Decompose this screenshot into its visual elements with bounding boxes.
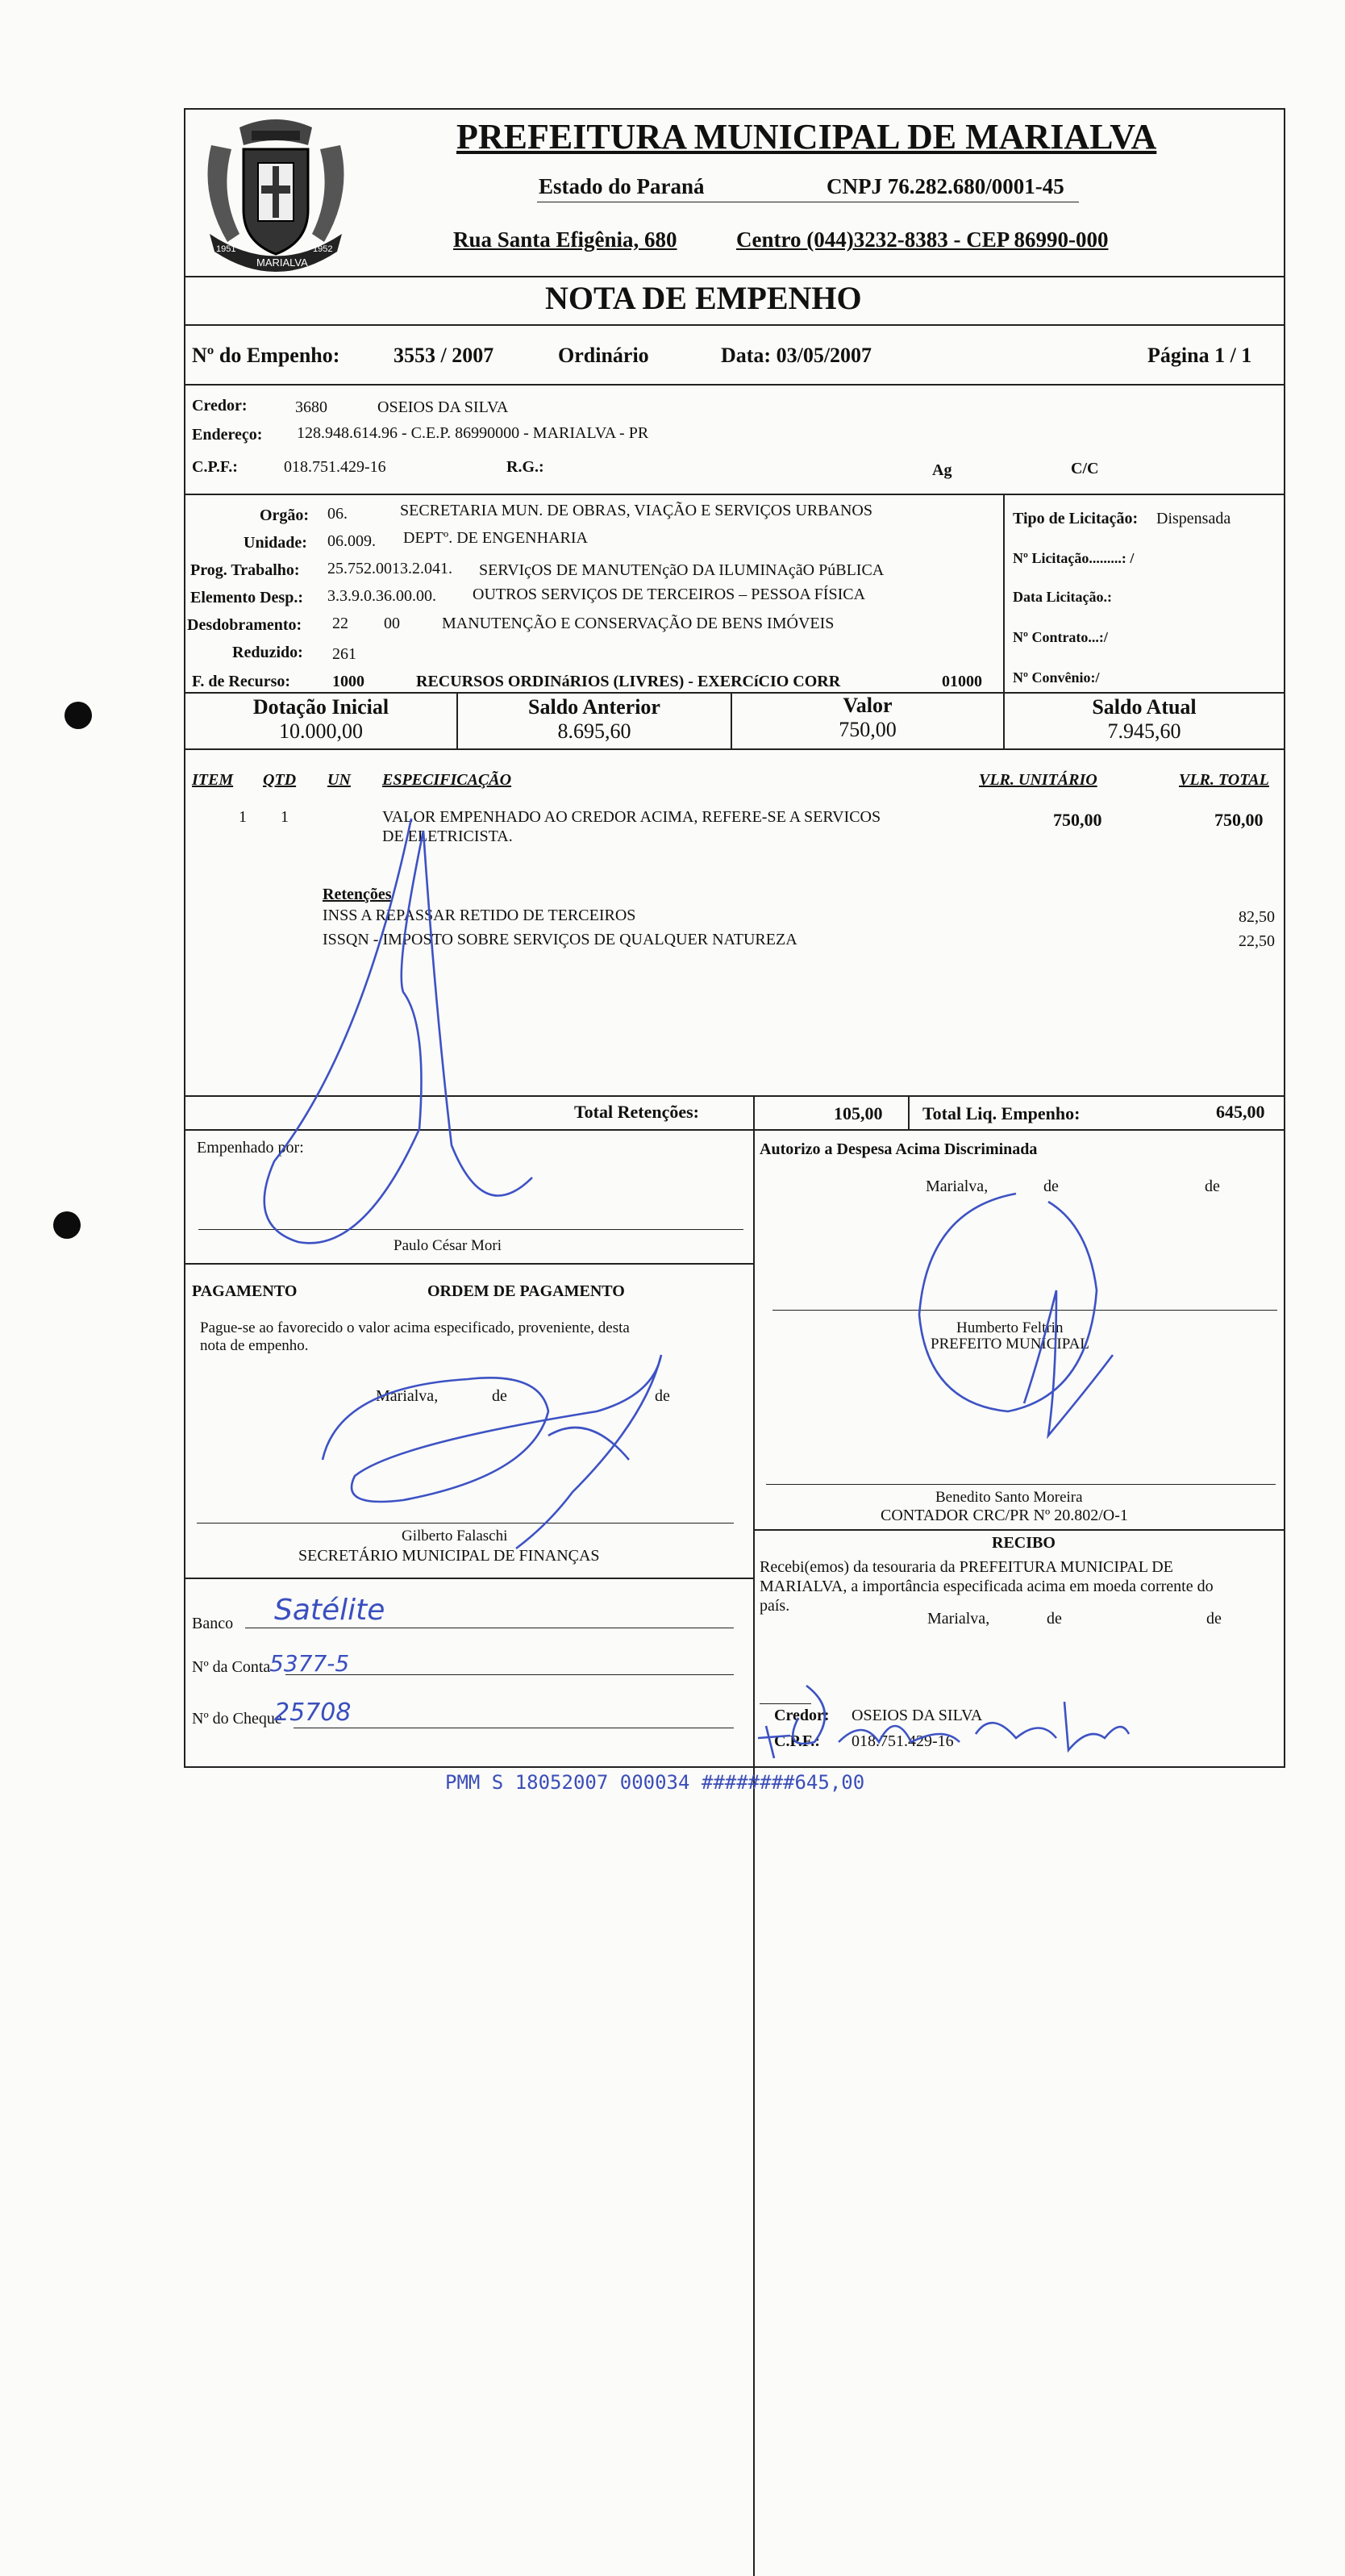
recurso-label: F. de Recurso: (192, 673, 291, 690)
item-unit-value: 750,00 (1053, 810, 1102, 830)
crest-year-right: 1952 (313, 244, 333, 254)
col-vlr-unitario: VLR. UNITÁRIO (979, 771, 1097, 789)
item-number: 1 (239, 808, 247, 826)
cnpj: CNPJ 76.282.680/0001-45 (827, 174, 1064, 198)
orgao-code: 06. (327, 505, 348, 523)
col-qtd: QTD (263, 771, 297, 789)
pagamento-de1: de (492, 1387, 507, 1405)
balance-label: Saldo Anterior (528, 695, 660, 719)
balance-saldo-atual (1005, 695, 1284, 744)
contador-name: Benedito Santo Moreira (935, 1489, 1083, 1506)
recibo-text-line1: Recebi(emos) da tesouraria da PREFEITURA MUNICIPAL DE (760, 1558, 1173, 1576)
prog-label: Prog. Trabalho: (190, 561, 300, 579)
total-liquido-value: 645,00 (1216, 1102, 1265, 1122)
balance-label: Saldo Atual (1092, 695, 1197, 719)
recurso-name: RECURSOS ORDINáRIOS (LIVRES) - EXERCíCIO CORR (416, 673, 841, 690)
balance-label: Dotação Inicial (252, 695, 389, 719)
balance-value: 10.000,00 (279, 719, 363, 743)
cpf-label: C.P.F.: (192, 458, 238, 476)
binder-hole-top (65, 702, 92, 729)
unidade-label: Unidade: (244, 534, 307, 552)
secretario-name: Gilberto Falaschi (402, 1528, 508, 1544)
autorizo-de2: de (1205, 1178, 1220, 1195)
reduzido-value: 261 (332, 645, 356, 663)
cheque-value: 25708 (274, 1699, 352, 1727)
contador-role: CONTADOR CRC/PR Nº 20.802/O-1 (881, 1507, 1128, 1524)
balance-value: 8.695,60 (557, 719, 631, 743)
recibo-de1: de (1047, 1610, 1062, 1628)
convenio-number: Nº Convênio:/ (1013, 669, 1100, 686)
col-un: UN (327, 771, 351, 789)
retencao-desc: INSS A REPASSAR RETIDO DE TERCEIROS (323, 907, 636, 924)
signature-paulo-cesar-mori (242, 807, 581, 1258)
orgao-label: Orgão: (260, 506, 310, 524)
credor-name: OSEIOS DA SILVA (377, 398, 509, 416)
recibo-title: RECIBO (992, 1534, 1056, 1552)
rg-label: R.G.: (506, 458, 544, 476)
municipality-title: PREFEITURA MUNICIPAL DE MARIALVA (456, 117, 1157, 156)
balance-valor (732, 694, 1003, 742)
elemento-label: Elemento Desp.: (190, 589, 303, 606)
prog-name: SERVIçOS DE MANUTENçãO DA ILUMINAçãO PúBLICA (479, 561, 885, 579)
desdobramento-code-b: 00 (384, 615, 400, 632)
empenhado-por-name: Paulo César Mori (394, 1237, 502, 1254)
credor-code: 3680 (295, 398, 327, 416)
recurso-code: 1000 (332, 673, 364, 690)
banco-value: Satélite (274, 1594, 385, 1627)
address-label: Endereço: (192, 426, 263, 444)
desdobramento-label: Desdobramento: (187, 616, 302, 634)
recibo-text-line3: país. (760, 1597, 790, 1615)
recibo-cpf: 018.751.429-16 (852, 1732, 954, 1750)
agency-label: Ag (932, 461, 952, 479)
recibo-credor-label: Credor: (774, 1707, 830, 1724)
unidade-name: DEPTº. DE ENGENHARIA (403, 529, 588, 547)
elemento-name: OUTROS SERVIÇOS DE TERCEIROS – PESSOA FÍSICA (473, 586, 866, 603)
recibo-cpf-label: C.P.F.: (774, 1732, 820, 1750)
binder-hole-bottom (53, 1211, 81, 1239)
autorizo-title: Autorizo a Despesa Acima Discriminada (760, 1140, 1038, 1158)
document-title: NOTA DE EMPENHO (545, 280, 862, 316)
licitacao-number: Nº Licitação.........: / (1013, 550, 1135, 566)
pagamento-text-line2: nota de empenho. (200, 1337, 309, 1354)
pagamento-label: PAGAMENTO (192, 1282, 298, 1300)
pagamento-de2: de (655, 1387, 670, 1405)
total-retencoes-label: Total Retenções: (574, 1102, 699, 1122)
recurso-code2: 01000 (942, 673, 982, 690)
empenhado-por-label: Empenhado por: (197, 1139, 304, 1157)
autorizo-de1: de (1043, 1178, 1059, 1195)
balance-label: Valor (843, 694, 893, 717)
crest-year-left: 1951 (216, 244, 236, 254)
prefeito-role: PREFEITO MUNICIPAL (931, 1336, 1089, 1353)
conta-value: 5377-5 (269, 1650, 350, 1677)
recibo-credor-name: OSEIOS DA SILVA (852, 1707, 983, 1724)
crest-ribbon-text: MARIALVA (256, 256, 308, 269)
state-name: Estado do Paraná (539, 174, 705, 198)
col-item: ITEM (192, 771, 234, 789)
orgao-name: SECRETARIA MUN. DE OBRAS, VIAÇÃO E SERVIÇOS URBANOS (400, 502, 872, 519)
credor-cpf: 018.751.429-16 (284, 458, 386, 476)
conta-label: Nº da Conta (192, 1658, 271, 1676)
desdobramento-name: MANUTENÇÃO E CONSERVAÇÃO DE BENS IMÓVEIS (442, 615, 835, 632)
banco-label: Banco (192, 1615, 234, 1632)
licitacao-type-label: Tipo de Licitação: (1013, 510, 1139, 527)
elemento-code: 3.3.9.0.36.00.00. (327, 587, 436, 605)
signature-humberto-feltrin (895, 1178, 1137, 1452)
empenho-number-label: Nº do Empenho: (192, 344, 340, 367)
account-label: C/C (1071, 460, 1099, 477)
signature-gilberto-falaschi (306, 1323, 693, 1565)
balance-value: 7.945,60 (1107, 719, 1181, 743)
contact-info: Centro (044)3232-8383 - CEP 86990-000 (736, 227, 1109, 252)
retencoes-title: Retenções (323, 886, 392, 903)
total-liquido-label: Total Liq. Empenho: (922, 1103, 1081, 1123)
autorizo-place: Marialva, (926, 1178, 989, 1195)
recibo-text-line2: MARIALVA, a importância especificada acima em moeda corrente do (760, 1578, 1214, 1595)
credor-address: 128.948.614.96 - C.E.P. 86990000 - MARIALVA - PR (297, 424, 649, 442)
item-spec-line1: VALOR EMPENHADO AO CREDOR ACIMA, REFERE-SE A SERVICOS (382, 808, 881, 826)
pagamento-text-line1: Pague-se ao favorecido o valor acima especificado, proveniente, desta (200, 1319, 630, 1336)
col-vlr-total: VLR. TOTAL (1179, 771, 1269, 789)
prefeito-name: Humberto Feltrin (956, 1319, 1064, 1336)
balance-dotacao (185, 695, 456, 744)
retencao-desc: ISSQN - IMPOSTO SOBRE SERVIÇOS DE QUALQUER NATUREZA (323, 931, 797, 948)
licitacao-date: Data Licitação.: (1013, 589, 1112, 605)
cheque-label: Nº do Cheque (192, 1710, 282, 1728)
payment-stamp: PMM S 18052007 000034 ########645,00 (445, 1771, 865, 1794)
ordem-pagamento-label: ORDEM DE PAGAMENTO (427, 1282, 625, 1300)
street-address: Rua Santa Efigênia, 680 (453, 227, 677, 252)
pagamento-place: Marialva, (376, 1387, 439, 1405)
balance-value: 750,00 (839, 718, 897, 741)
item-qtd: 1 (281, 808, 289, 826)
recibo-place: Marialva, (927, 1610, 990, 1628)
item-spec-line2: DE ELETRICISTA. (382, 827, 513, 845)
contrato-number: Nº Contrato...:/ (1013, 629, 1108, 645)
balance-saldo-anterior (458, 695, 731, 744)
empenho-number: 3553 / 2007 (394, 344, 494, 367)
desdobramento-code-a: 22 (332, 615, 348, 632)
total-retencoes-value: 105,00 (834, 1103, 883, 1123)
page-number: Página 1 / 1 (1147, 344, 1252, 367)
prog-code: 25.752.0013.2.041. (327, 560, 452, 577)
unidade-code: 06.009. (327, 532, 376, 550)
item-total-value: 750,00 (1214, 810, 1264, 830)
licitacao-type: Dispensada (1156, 510, 1231, 527)
reduzido-label: Reduzido: (232, 644, 303, 661)
recibo-de2: de (1206, 1610, 1222, 1628)
empenho-type: Ordinário (558, 344, 649, 367)
empenho-date: Data: 03/05/2007 (721, 344, 872, 367)
col-especificacao: ESPECIFICAÇÃO (382, 771, 512, 789)
credor-label: Credor: (192, 397, 248, 415)
retencao-value: 82,50 (1239, 908, 1275, 926)
secretario-role: SECRETÁRIO MUNICIPAL DE FINANÇAS (298, 1547, 600, 1565)
municipal-crest-icon (195, 113, 356, 282)
signature-oseios-da-silva (750, 1661, 1137, 1774)
retencao-value: 22,50 (1239, 932, 1275, 950)
